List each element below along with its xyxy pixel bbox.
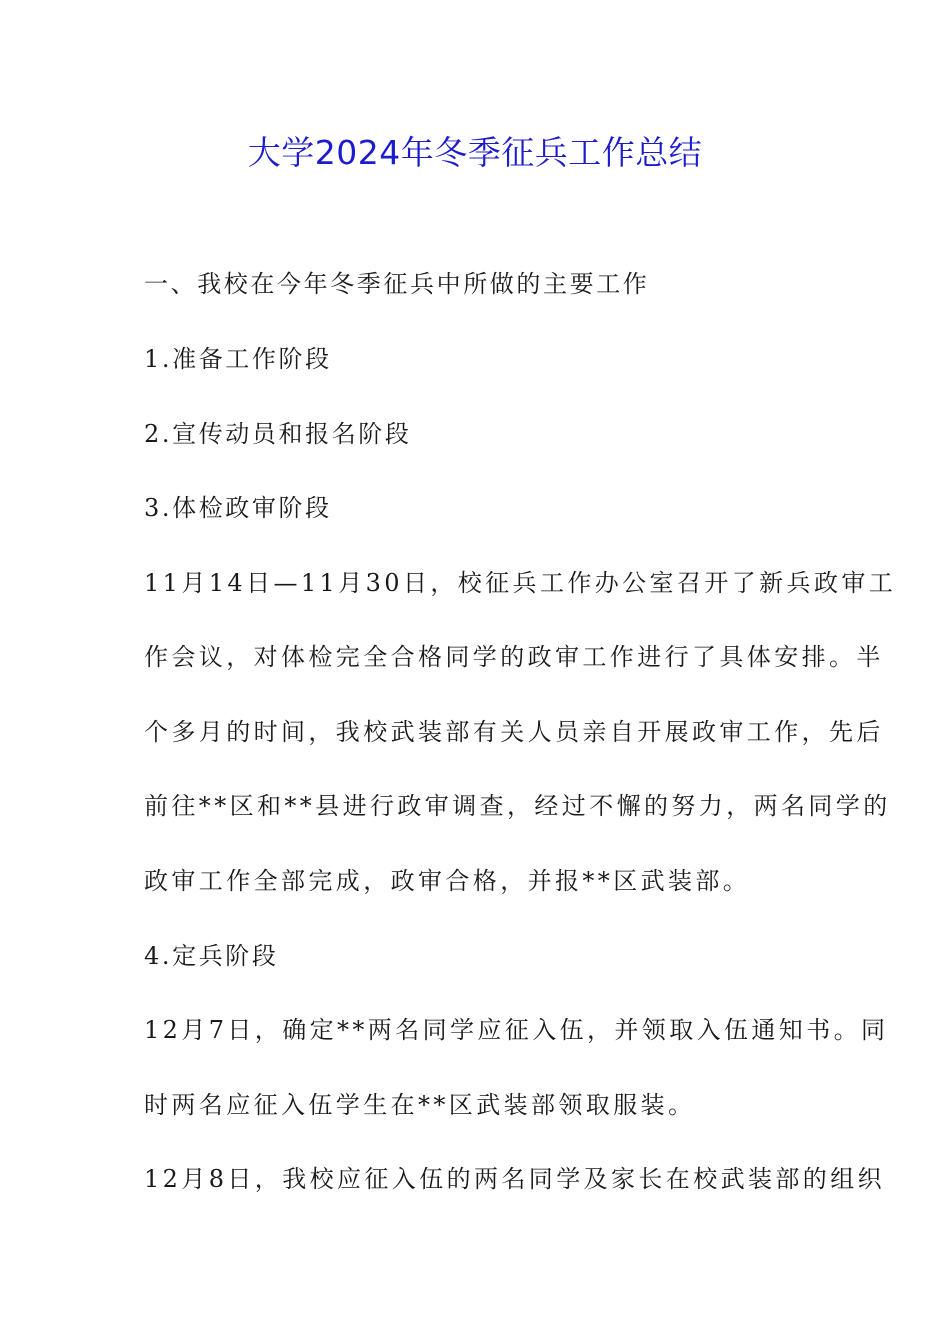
paragraph-line: 个多月的时间，我校武装部有关人员亲自开展政审工作，先后 <box>144 718 884 746</box>
paragraph-line: 12月7日，确定**两名同学应征入伍，并领取入伍通知书。同 <box>144 1016 889 1044</box>
paragraph-line: 12月8日，我校应征入伍的两名同学及家长在校武装部的组织 <box>144 1165 886 1193</box>
document-title: 大学2024年冬季征兵工作总结 <box>247 133 703 172</box>
paragraph-line: 政审工作全部完成，政审合格，并报**区武装部。 <box>144 867 751 895</box>
subheading-enlistment-stage: 4.定兵阶段 <box>144 942 279 970</box>
paragraph-line: 作会议，对体检完全合格同学的政审工作进行了具体安排。半 <box>144 643 884 671</box>
subheading-publicity-registration-stage: 2.宣传动员和报名阶段 <box>144 420 412 448</box>
subheading-physical-political-review-stage: 3.体检政审阶段 <box>144 494 332 522</box>
paragraph-line: 11月14日—11月30日，校征兵工作办公室召开了新兵政审工 <box>144 569 897 597</box>
paragraph-line: 前往**区和**县进行政审调查，经过不懈的努力，两名同学的 <box>144 792 891 820</box>
subheading-preparation-stage: 1.准备工作阶段 <box>144 345 332 373</box>
section-heading-main-work: 一、我校在今年冬季征兵中所做的主要工作 <box>144 270 650 298</box>
paragraph-line: 时两名应征入伍学生在**区武装部领取服装。 <box>144 1091 696 1119</box>
